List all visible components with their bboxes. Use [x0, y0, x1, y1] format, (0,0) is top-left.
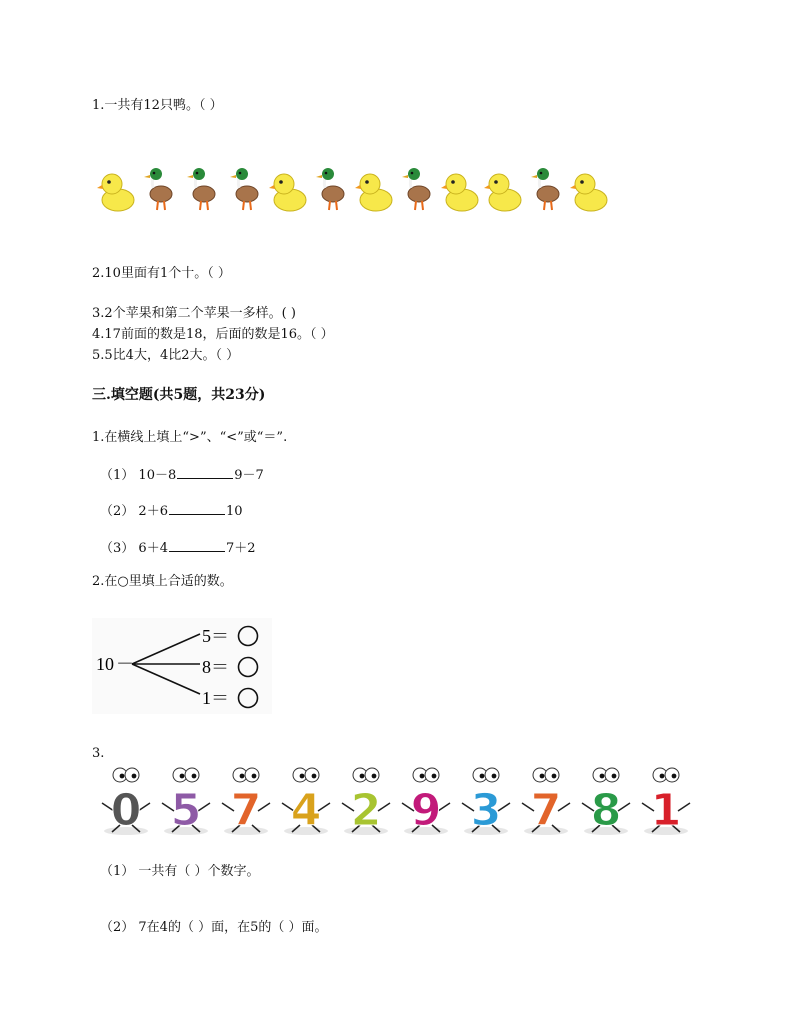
- fill-1-item-2: [100, 500, 243, 519]
- digit-character: [642, 768, 690, 836]
- digit-glyph: 7: [230, 785, 262, 836]
- question-4: 4.17前面的数是18，后面的数是16。（ ）: [92, 327, 334, 342]
- yellow-duckling-icon: [96, 166, 136, 214]
- right-expression: 7＋2: [225, 541, 256, 556]
- left-expression: 6＋4: [138, 541, 168, 556]
- digit-glyph: 8: [590, 785, 622, 836]
- mallard-duck-icon: [139, 166, 179, 214]
- mallard-duck-icon: [182, 166, 222, 214]
- right-expression: 10: [225, 504, 243, 519]
- duck-row: [96, 162, 616, 214]
- subtraction-diagram: [92, 618, 272, 714]
- fill-2-title: 2.在○里填上合适的数。: [92, 574, 233, 589]
- section-heading: 三.填空题(共5题，共23分): [92, 387, 266, 403]
- digit-glyph: 0: [110, 785, 142, 836]
- digit-character: [342, 768, 390, 836]
- digit-character: [102, 768, 150, 836]
- left-expression: 2＋6: [138, 504, 168, 519]
- answer-blank[interactable]: [169, 504, 225, 515]
- item-number: （2）: [100, 504, 135, 519]
- fill-1-title: 1.在横线上填上“>”、“<”或“＝”.: [92, 430, 288, 445]
- mallard-duck-icon: [526, 166, 566, 214]
- yellow-duckling-icon: [268, 166, 308, 214]
- item-number: （3）: [100, 541, 135, 556]
- minus-sign: －: [116, 654, 134, 674]
- digit-glyph: 9: [410, 785, 442, 836]
- digit-glyph: 2: [350, 785, 382, 836]
- digit-glyph: 7: [530, 785, 562, 836]
- mallard-duck-icon: [397, 166, 437, 214]
- digit-glyph: 3: [470, 785, 502, 836]
- digit-glyph: 4: [290, 785, 322, 836]
- question-5: 5.5比4大，4比2大。（ ）: [92, 348, 240, 363]
- yellow-duckling-icon: [569, 166, 609, 214]
- digit-character: [162, 768, 210, 836]
- fill-1-item-3: [100, 537, 256, 556]
- fill-3-sub-2: （2） 7在4的（ ）面，在5的（ ）面。: [100, 920, 328, 935]
- digit-character: [462, 768, 510, 836]
- mallard-duck-icon: [225, 166, 265, 214]
- digit-character: [282, 768, 330, 836]
- yellow-duckling-icon: [483, 166, 523, 214]
- fill-3-sub-1: （1） 一共有（ ）个数字。: [100, 864, 260, 879]
- digit-glyph: 1: [650, 785, 682, 836]
- digit-character: [222, 768, 270, 836]
- question-2: 2.10里面有1个十。（ ）: [92, 266, 231, 281]
- yellow-duckling-icon: [440, 166, 480, 214]
- digit-characters: [96, 765, 696, 837]
- answer-blank[interactable]: [169, 541, 225, 552]
- digit-glyph: 5: [170, 785, 202, 836]
- left-expression: 10－8: [138, 468, 177, 483]
- right-expression: 9－7: [234, 468, 264, 483]
- item-number: （1）: [100, 468, 135, 483]
- answer-blank[interactable]: [177, 468, 233, 479]
- mallard-duck-icon: [311, 166, 351, 214]
- digit-character: [582, 768, 630, 836]
- minuend: 10: [96, 654, 114, 674]
- question-3: 3.2个苹果和第二个苹果一多样。( ): [92, 306, 296, 321]
- row-label-1: 5＝: [202, 626, 229, 646]
- yellow-duckling-icon: [354, 166, 394, 214]
- row-label-3: 1＝: [202, 688, 229, 708]
- digit-character: [522, 768, 570, 836]
- row-label-2: 8＝: [202, 657, 229, 677]
- digit-character: [402, 768, 450, 836]
- fill-1-item-1: [100, 464, 264, 483]
- question-1: 1.一共有12只鸭。（ ）: [92, 98, 223, 113]
- fill-3-title: 3.: [92, 746, 105, 761]
